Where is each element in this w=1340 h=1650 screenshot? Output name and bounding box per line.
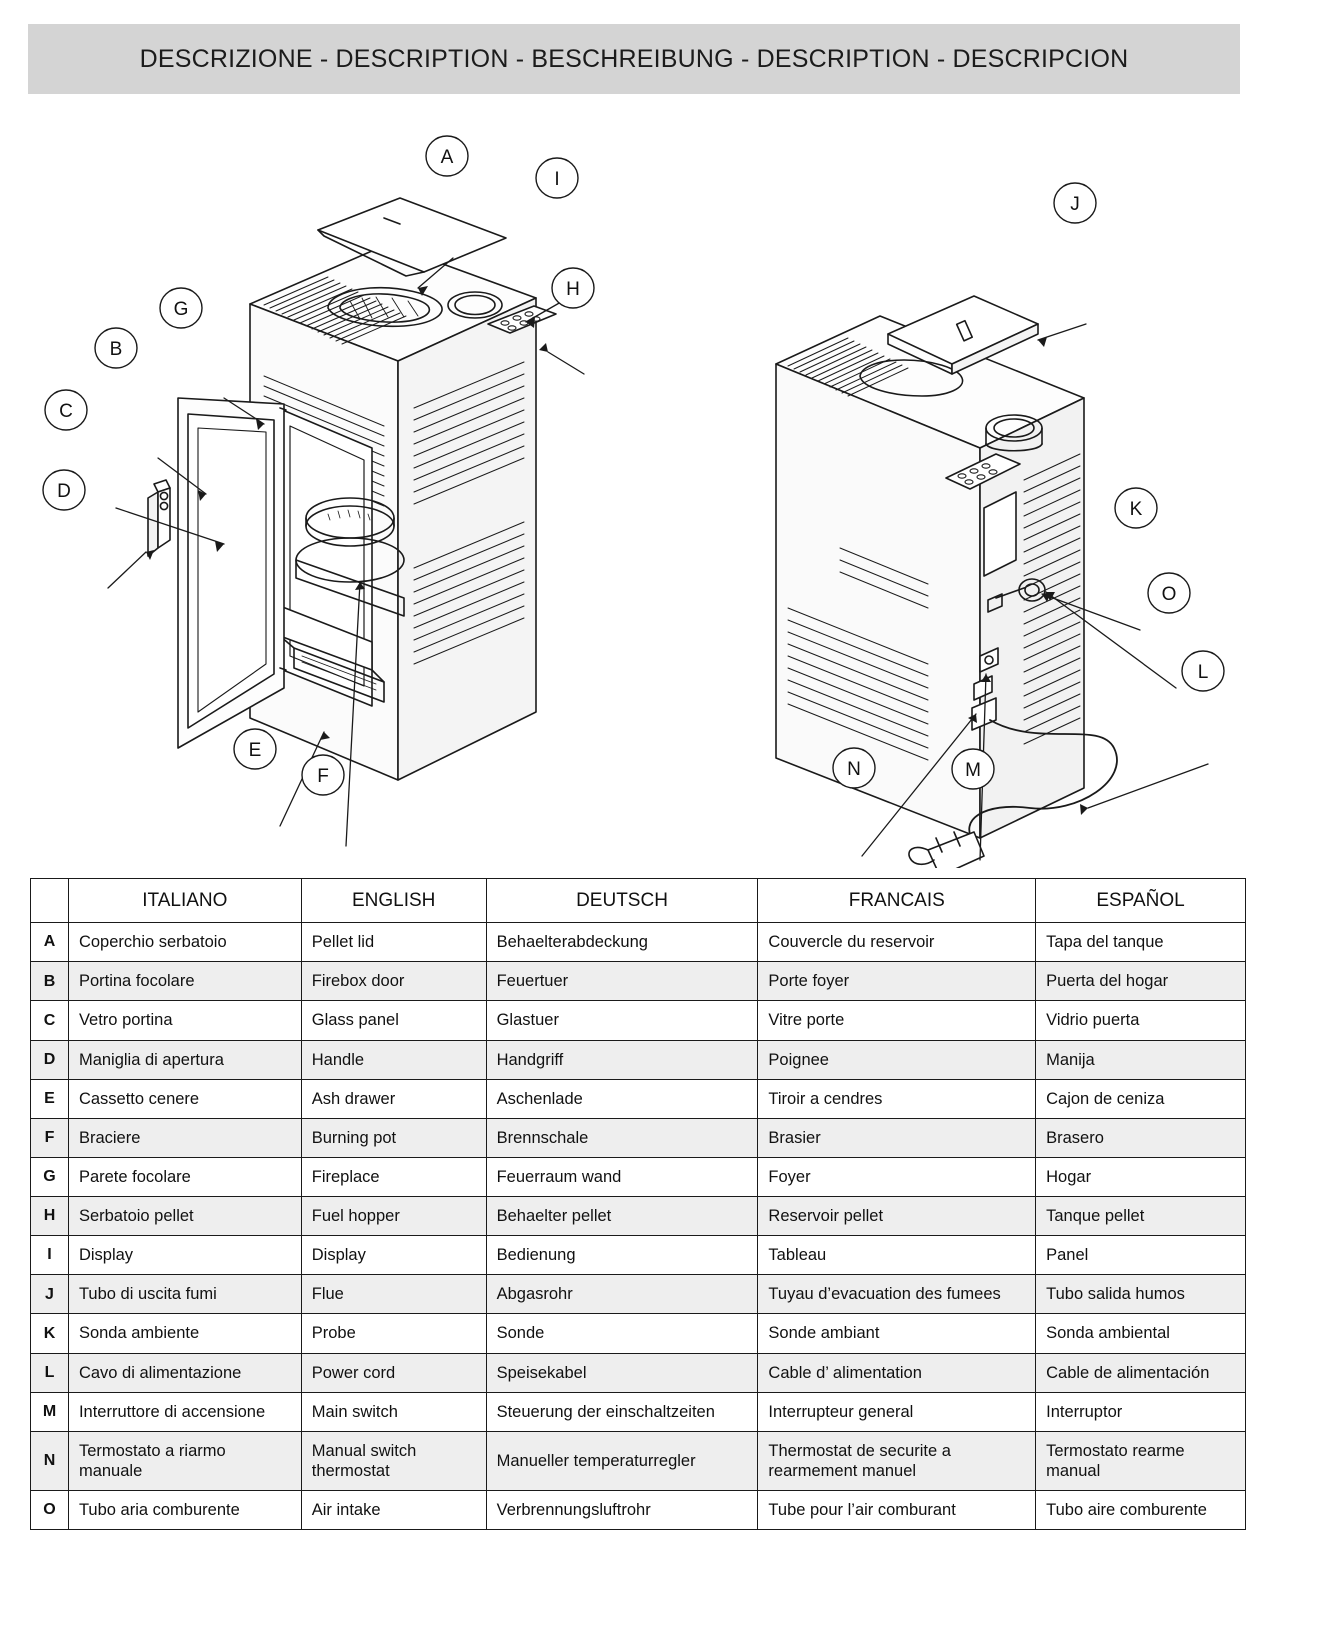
callout-label-B: B: [109, 339, 123, 360]
cell-english: Air intake: [301, 1491, 486, 1530]
callout-label-N: N: [847, 759, 861, 780]
callout-label-L: L: [1197, 662, 1209, 683]
cell-espanol: Brasero: [1036, 1118, 1246, 1157]
cell-italiano: Cassetto cenere: [68, 1079, 301, 1118]
cell-deutsch: Behaelter pellet: [486, 1197, 758, 1236]
cell-italiano: Coperchio serbatoio: [68, 923, 301, 962]
cell-italiano: Braciere: [68, 1118, 301, 1157]
row-key: B: [31, 962, 69, 1001]
cell-espanol: Termostato rearme manual: [1036, 1431, 1246, 1490]
cell-english: Firebox door: [301, 962, 486, 1001]
cell-espanol: Sonda ambiental: [1036, 1314, 1246, 1353]
callout-label-D: D: [57, 481, 71, 502]
table-row: [31, 1431, 1246, 1490]
column-header-key: [31, 879, 69, 923]
row-key: G: [31, 1157, 69, 1196]
row-key: C: [31, 1001, 69, 1040]
callout-label-F: F: [317, 766, 329, 787]
cell-deutsch: Steuerung der einschaltzeiten: [486, 1392, 758, 1431]
callout-label-J: J: [1070, 194, 1080, 215]
cell-deutsch: Bedienung: [486, 1236, 758, 1275]
cell-italiano: Cavo di alimentazione: [68, 1353, 301, 1392]
cell-english: Handle: [301, 1040, 486, 1079]
legend-table: [30, 878, 1246, 1530]
cell-english: Display: [301, 1236, 486, 1275]
cell-francais: Thermostat de securite a rearmement manuel: [758, 1431, 1036, 1490]
cell-francais: Tube pour l’air comburant: [758, 1491, 1036, 1530]
table-row: [31, 1275, 1246, 1314]
cell-deutsch: Manueller temperaturregler: [486, 1431, 758, 1490]
callout-label-C: C: [59, 401, 73, 422]
row-key: N: [31, 1431, 69, 1490]
cell-deutsch: Glastuer: [486, 1001, 758, 1040]
row-key: M: [31, 1392, 69, 1431]
cell-italiano: Sonda ambiente: [68, 1314, 301, 1353]
row-key: H: [31, 1197, 69, 1236]
table-row: [31, 1079, 1246, 1118]
cell-francais: Poignee: [758, 1040, 1036, 1079]
cell-italiano: Parete focolare: [68, 1157, 301, 1196]
callout-label-H: H: [566, 279, 580, 300]
column-header-english: ENGLISH: [301, 879, 486, 923]
cell-english: Flue: [301, 1275, 486, 1314]
cell-english: Pellet lid: [301, 923, 486, 962]
cell-deutsch: Feuerraum wand: [486, 1157, 758, 1196]
callout-label-O: O: [1161, 584, 1177, 605]
cell-francais: Tiroir a cendres: [758, 1079, 1036, 1118]
table-row: [31, 1392, 1246, 1431]
cell-italiano: Termostato a riarmo manuale: [68, 1431, 301, 1490]
cell-italiano: Serbatoio pellet: [68, 1197, 301, 1236]
table-row: [31, 1118, 1246, 1157]
column-header-espanol: ESPAÑOL: [1036, 879, 1246, 923]
cell-english: Power cord: [301, 1353, 486, 1392]
cell-francais: Interrupteur general: [758, 1392, 1036, 1431]
cell-deutsch: Aschenlade: [486, 1079, 758, 1118]
cell-english: Fireplace: [301, 1157, 486, 1196]
cell-francais: Couvercle du reservoir: [758, 923, 1036, 962]
cell-espanol: Vidrio puerta: [1036, 1001, 1246, 1040]
callout-label-E: E: [248, 740, 262, 761]
cell-francais: Tuyau d’evacuation des fumees: [758, 1275, 1036, 1314]
cell-francais: Cable d’ alimentation: [758, 1353, 1036, 1392]
cell-deutsch: Feuertuer: [486, 962, 758, 1001]
cell-espanol: Panel: [1036, 1236, 1246, 1275]
table-row: [31, 1314, 1246, 1353]
cell-espanol: Tanque pellet: [1036, 1197, 1246, 1236]
cell-espanol: Tubo aire comburente: [1036, 1491, 1246, 1530]
row-key: A: [31, 923, 69, 962]
callout-label-K: K: [1129, 499, 1143, 520]
cell-deutsch: Brennschale: [486, 1118, 758, 1157]
table-row: [31, 1353, 1246, 1392]
column-header-deutsch: DEUTSCH: [486, 879, 758, 923]
row-key: E: [31, 1079, 69, 1118]
column-header-francais: FRANCAIS: [758, 879, 1036, 923]
cell-espanol: Cajon de ceniza: [1036, 1079, 1246, 1118]
row-key: L: [31, 1353, 69, 1392]
cell-italiano: Tubo di uscita fumi: [68, 1275, 301, 1314]
cell-francais: Brasier: [758, 1118, 1036, 1157]
table-row: [31, 1197, 1246, 1236]
cell-espanol: Tubo salida humos: [1036, 1275, 1246, 1314]
cell-english: Ash drawer: [301, 1079, 486, 1118]
callout-label-A: A: [440, 147, 454, 168]
cell-espanol: Tapa del tanque: [1036, 923, 1246, 962]
cell-espanol: Hogar: [1036, 1157, 1246, 1196]
column-header-italiano: ITALIANO: [68, 879, 301, 923]
cell-deutsch: Abgasrohr: [486, 1275, 758, 1314]
cell-italiano: Vetro portina: [68, 1001, 301, 1040]
left-stove-body: [148, 198, 556, 780]
cell-francais: Porte foyer: [758, 962, 1036, 1001]
stove-diagram-svg: [28, 108, 1240, 868]
cell-francais: Tableau: [758, 1236, 1036, 1275]
cell-francais: Reservoir pellet: [758, 1197, 1036, 1236]
cell-english: Main switch: [301, 1392, 486, 1431]
table-row: [31, 1236, 1246, 1275]
section-header-band: [28, 24, 1240, 94]
callout-label-I: I: [554, 169, 560, 190]
cell-english: Manual switch thermostat: [301, 1431, 486, 1490]
cell-deutsch: Verbrennungsluftrohr: [486, 1491, 758, 1530]
callout-label-M: M: [965, 760, 981, 781]
table-header-row: [31, 879, 1246, 923]
table-row: [31, 962, 1246, 1001]
cell-francais: Vitre porte: [758, 1001, 1036, 1040]
row-key: K: [31, 1314, 69, 1353]
cell-italiano: Tubo aria comburente: [68, 1491, 301, 1530]
cell-deutsch: Speisekabel: [486, 1353, 758, 1392]
cell-deutsch: Handgriff: [486, 1040, 758, 1079]
legend-table-head: [31, 879, 1246, 923]
cell-english: Glass panel: [301, 1001, 486, 1040]
table-row: [31, 1157, 1246, 1196]
cell-italiano: Interruttore di accensione: [68, 1392, 301, 1431]
table-row: [31, 1040, 1246, 1079]
table-row: [31, 923, 1246, 962]
callout-label-G: G: [173, 299, 189, 320]
row-key: O: [31, 1491, 69, 1530]
cell-espanol: Manija: [1036, 1040, 1246, 1079]
row-key: J: [31, 1275, 69, 1314]
row-key: D: [31, 1040, 69, 1079]
cell-deutsch: Behaelterabdeckung: [486, 923, 758, 962]
cell-italiano: Portina focolare: [68, 962, 301, 1001]
table-row: [31, 1001, 1246, 1040]
cell-espanol: Puerta del hogar: [1036, 962, 1246, 1001]
cell-italiano: Maniglia di apertura: [68, 1040, 301, 1079]
row-key: I: [31, 1236, 69, 1275]
cell-francais: Sonde ambiant: [758, 1314, 1036, 1353]
cell-espanol: Interruptor: [1036, 1392, 1246, 1431]
row-key: F: [31, 1118, 69, 1157]
legend-table-body: [31, 923, 1246, 1530]
cell-english: Probe: [301, 1314, 486, 1353]
right-stove-body: [776, 296, 1117, 868]
page-title: DESCRIZIONE - DESCRIPTION - BESCHREIBUNG - DESCRIPTION - DESCRIPCION: [139, 44, 1129, 73]
figure-stove-diagram: [28, 108, 1240, 868]
cell-deutsch: Sonde: [486, 1314, 758, 1353]
cell-english: Burning pot: [301, 1118, 486, 1157]
cell-espanol: Cable de alimentación: [1036, 1353, 1246, 1392]
table-row: [31, 1491, 1246, 1530]
cell-italiano: Display: [68, 1236, 301, 1275]
cell-francais: Foyer: [758, 1157, 1036, 1196]
cell-english: Fuel hopper: [301, 1197, 486, 1236]
